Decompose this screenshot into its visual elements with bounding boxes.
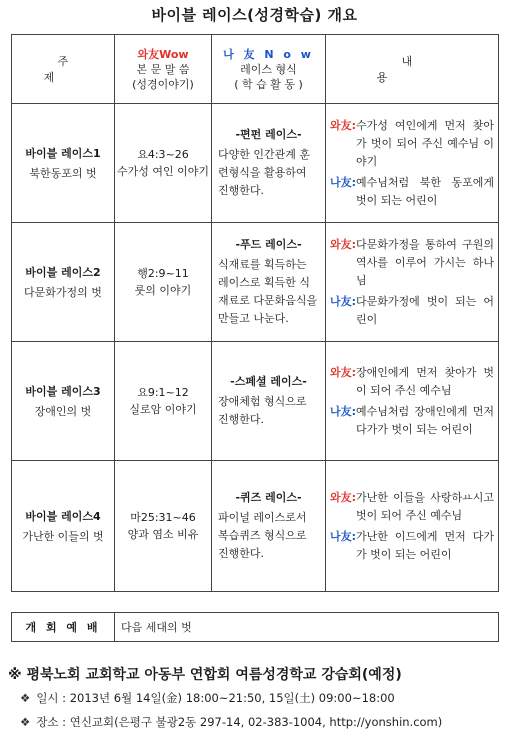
scripture-ref: 행2:9~11 — [137, 267, 189, 280]
activity-title: -스페셜 레이스- — [230, 375, 307, 388]
page-title: 바이블 레이스(성경학습) 개요 — [151, 6, 358, 24]
content-cell — [326, 223, 499, 342]
scripture-ref: 요9:1~12 — [137, 386, 189, 399]
opening-worship-table — [11, 612, 499, 642]
content-cell — [326, 104, 499, 223]
wow-text: 다문화가정을 통하여 구원의 역사를 이루어 가시는 하나님 — [356, 237, 494, 287]
race-name: 바이블 레이스1 — [25, 147, 101, 160]
header-now-sub2: ( 학 습 활 동 ) — [234, 78, 303, 91]
scripture-story: 양과 염소 비유 — [127, 528, 199, 541]
header-wow-title: 와友Wow — [137, 48, 189, 61]
wow-tag: 와友: — [330, 237, 357, 251]
scripture-cell — [115, 342, 212, 461]
opening-worship-value: 다음 세대의 벗 — [115, 613, 499, 642]
wow-text: 수가성 여인에게 먼저 찾아가 벗이 되어 주신 예수님 이야기 — [356, 118, 494, 168]
opening-worship-label: 개 회 예 배 — [12, 613, 115, 642]
now-item — [330, 293, 494, 329]
table-row — [12, 223, 499, 342]
header-now-title: 나 友 N o w — [223, 48, 314, 61]
table-row — [12, 613, 499, 642]
content-cell — [326, 342, 499, 461]
now-item — [330, 528, 494, 564]
scripture-ref: 요4:3~26 — [137, 148, 189, 161]
header-wow-sub2: (성경이야기) — [132, 78, 194, 91]
header-wow — [115, 35, 212, 104]
race-name: 바이블 레이스3 — [25, 385, 101, 398]
overview-table — [11, 34, 499, 592]
race-topic-cell — [12, 223, 115, 342]
wow-tag: 와友: — [330, 118, 357, 132]
wow-item — [330, 364, 494, 400]
header-topic: 주 제 — [12, 35, 115, 104]
now-text: 예수님처럼 장애인에게 먼저 다가가 벗이 되는 어린이 — [356, 404, 494, 436]
now-text: 예수님처럼 북한 동포에게 벗이 되는 어린이 — [356, 175, 494, 207]
now-tag: 나友: — [330, 404, 357, 418]
wow-tag: 와友: — [330, 365, 357, 379]
scripture-cell — [115, 461, 212, 592]
activity-title: -퀴즈 레이스- — [235, 491, 302, 504]
race-topic-cell — [12, 104, 115, 223]
race-subtitle: 가난한 이들의 벗 — [22, 530, 104, 543]
race-subtitle: 장애인의 벗 — [34, 405, 92, 418]
header-now-sub1: 레이스 형식 — [240, 63, 297, 76]
now-item — [330, 403, 494, 439]
wow-text: 가난한 이들을 사랑하ㅛ시고 벗이 되어 주신 예수님 — [356, 490, 494, 522]
table-row — [12, 461, 499, 592]
scripture-ref: 마25:31~46 — [130, 511, 196, 524]
activity-cell — [212, 223, 326, 342]
wow-item — [330, 117, 494, 171]
now-tag: 나友: — [330, 175, 357, 189]
wow-tag: 와友: — [330, 490, 357, 504]
header-now — [212, 35, 326, 104]
scripture-story: 룻의 이야기 — [134, 284, 192, 297]
activity-title: -푸드 레이스- — [235, 238, 302, 251]
activity-desc: 다양한 인간관계 훈련형식을 활용하여 진행한다. — [218, 148, 311, 197]
scripture-cell — [115, 104, 212, 223]
table-header-row — [12, 35, 499, 104]
activity-desc: 파이널 레이스로서 복습퀴즈 형식으로 진행한다. — [218, 511, 307, 560]
info-date-text: 일시 : 2013년 6월 14일(金) 18:00~21:50, 15일(土) 09:00~18:00 — [36, 691, 395, 705]
scripture-story: 수가성 여인 이야기 — [116, 165, 209, 178]
race-name: 바이블 레이스2 — [25, 266, 101, 279]
info-date — [20, 690, 395, 706]
workshop-notice: ※ 평북노회 교회학교 아동부 연합회 여름성경학교 강습회(예정) — [8, 667, 402, 683]
wow-item — [330, 489, 494, 525]
now-item — [330, 174, 494, 210]
activity-desc: 장애체험 형식으로 진행한다. — [218, 395, 307, 426]
info-place — [20, 714, 442, 730]
race-subtitle: 다문화가정의 벗 — [24, 286, 102, 299]
header-content: 내 용 — [326, 35, 499, 104]
info-place-text: 장소 : 연신교회(은평구 불광2동 297-14, 02-383-1004, http://yonshin.com) — [36, 715, 443, 729]
activity-cell — [212, 342, 326, 461]
activity-title: -편펀 레이스- — [235, 128, 302, 141]
wow-text: 장애인에게 먼저 찾아가 벗이 되어 주신 예수님 — [356, 365, 494, 397]
scripture-story: 실로암 이야기 — [129, 403, 197, 416]
race-name: 바이블 레이스4 — [25, 510, 101, 523]
wow-item — [330, 236, 494, 290]
content-cell — [326, 461, 499, 592]
activity-desc: 식재료를 획득하는 레이스로 획득한 식재료로 다문화음식을 만들고 나눈다. — [218, 258, 318, 325]
diamond-bullet-icon: ❖ — [20, 691, 31, 705]
activity-cell — [212, 461, 326, 592]
table-row — [12, 342, 499, 461]
table-row — [12, 104, 499, 223]
now-text: 다문화가정에 벗이 되는 어린이 — [356, 294, 494, 326]
now-tag: 나友: — [330, 294, 357, 308]
scripture-cell — [115, 223, 212, 342]
now-text: 가난한 이드에게 먼저 다가가 벗이 되는 어린이 — [356, 529, 494, 561]
diamond-bullet-icon: ❖ — [20, 715, 31, 729]
race-topic-cell — [12, 342, 115, 461]
race-subtitle: 북한동포의 벗 — [29, 167, 97, 180]
header-wow-sub1: 본 문 말 씀 — [136, 63, 190, 76]
now-tag: 나友: — [330, 529, 357, 543]
race-topic-cell — [12, 461, 115, 592]
activity-cell — [212, 104, 326, 223]
